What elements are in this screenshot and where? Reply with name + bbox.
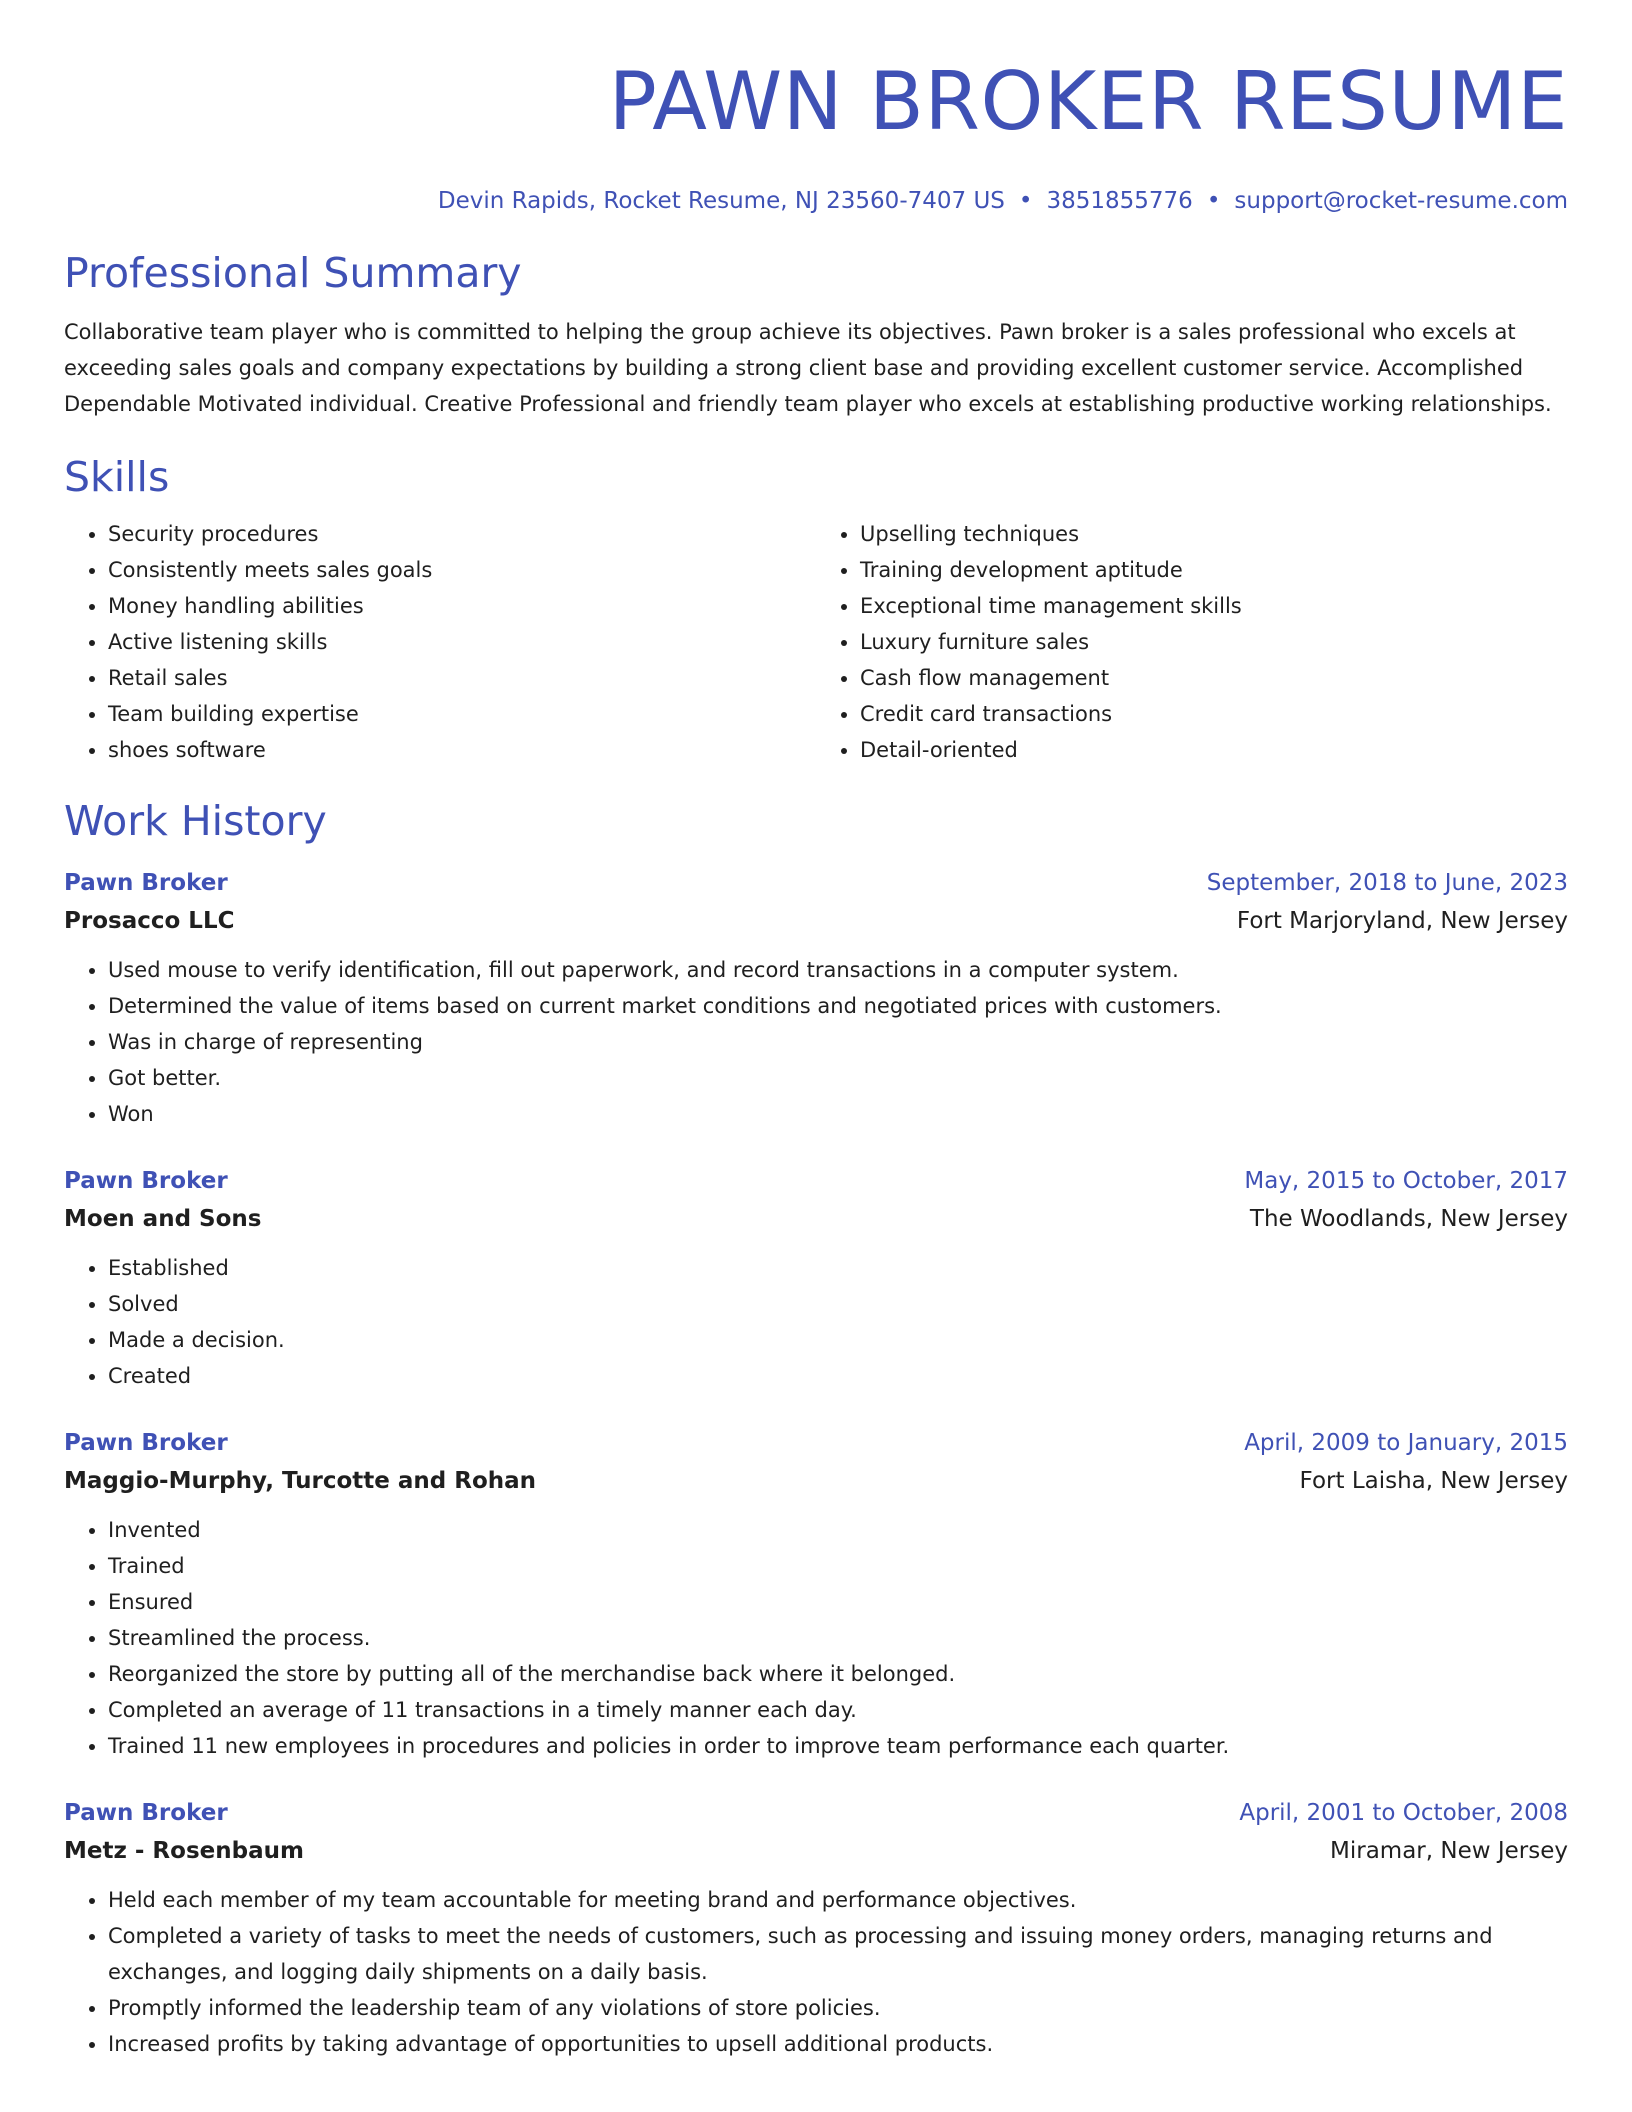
skills-list-right xyxy=(816,516,1568,768)
job-bullet: • Trained xyxy=(108,1548,1568,1584)
job-entry xyxy=(64,1162,1568,1394)
job-bullet: • Increased profits by taking advantage of opportunities to upsell additional products. xyxy=(108,2026,1568,2062)
skill-item: • Active listening skills xyxy=(108,624,816,660)
skill-item: • Upselling techniques xyxy=(860,516,1568,552)
job-bullet: • Made a decision. xyxy=(108,1322,1568,1358)
job-company: Moen and Sons xyxy=(64,1206,262,1232)
job-bullet: • Ensured xyxy=(108,1584,1568,1620)
job-bullet: • Won xyxy=(108,1096,1568,1132)
job-dates: May, 2015 to October, 2017 xyxy=(1244,1168,1568,1194)
summary-heading: Professional Summary xyxy=(64,249,522,297)
job-bullets xyxy=(64,1882,1568,2062)
job-bullet: • Was in charge of representing xyxy=(108,1024,1568,1060)
job-company: Prosacco LLC xyxy=(64,908,235,934)
job-bullet: • Created xyxy=(108,1358,1568,1394)
job-bullet: • Trained 11 new employees in procedures and policies in order to improve team performance each quarter. xyxy=(108,1728,1568,1764)
job-bullet: • Completed a variety of tasks to meet the needs of customers, such as processing and issuing money orders, managing returns and exchanges, and logging daily shipments on a daily basis. xyxy=(108,1918,1568,1990)
job-location: Miramar, New Jersey xyxy=(1330,1838,1568,1864)
resume-title: PAWN BROKER RESUME xyxy=(608,55,1568,148)
summary-text: Collaborative team player who is committed to helping the group achieve its objectives. Pawn broker is a sales professional who excels at exceeding sales goals and company expectations by building a strong client base and providing excellent customer service. Accomplished Dependable Motivated individual. Creative Professional and friendly team player who excels at establishing productive working relationships. xyxy=(64,320,1552,416)
job-bullet: • Promptly informed the leadership team of any violations of store policies. xyxy=(108,1990,1568,2026)
job-entry xyxy=(64,864,1568,1132)
contact-address: Devin Rapids, Rocket Resume, NJ 23560-7407 US xyxy=(437,188,1005,214)
job-location: The Woodlands, New Jersey xyxy=(1249,1206,1568,1232)
job-title: Pawn Broker xyxy=(64,1800,228,1826)
separator-dot: • xyxy=(1018,188,1033,214)
job-dates: April, 2001 to October, 2008 xyxy=(1239,1800,1568,1826)
skill-item: • shoes software xyxy=(108,732,816,768)
job-dates: April, 2009 to January, 2015 xyxy=(1244,1430,1568,1456)
job-bullet: • Got better. xyxy=(108,1060,1568,1096)
skill-item: • Detail-oriented xyxy=(860,732,1568,768)
job-bullet: • Reorganized the store by putting all of the merchandise back where it belonged. xyxy=(108,1656,1568,1692)
job-dates: September, 2018 to June, 2023 xyxy=(1206,870,1568,896)
skills-list-left xyxy=(64,516,816,768)
job-bullet: • Held each member of my team accountable for meeting brand and performance objectives. xyxy=(108,1882,1568,1918)
skill-item: • Money handling abilities xyxy=(108,588,816,624)
job-bullet: • Solved xyxy=(108,1286,1568,1322)
job-title: Pawn Broker xyxy=(64,1430,228,1456)
job-location: Fort Laisha, New Jersey xyxy=(1299,1468,1568,1494)
job-company: Maggio-Murphy, Turcotte and Rohan xyxy=(64,1468,537,1494)
job-bullet: • Established xyxy=(108,1250,1568,1286)
contact-email: support@rocket-resume.com xyxy=(1234,188,1568,214)
job-bullet: • Determined the value of items based on current market conditions and negotiated prices with customers. xyxy=(108,988,1568,1024)
skills-heading: Skills xyxy=(64,453,170,501)
skill-item: • Cash flow management xyxy=(860,660,1568,696)
job-title: Pawn Broker xyxy=(64,870,228,896)
skill-item: • Team building expertise xyxy=(108,696,816,732)
contact-line xyxy=(64,186,1568,216)
contact-phone: 3851855776 xyxy=(1046,188,1193,214)
job-title: Pawn Broker xyxy=(64,1168,228,1194)
job-entry xyxy=(64,1424,1568,1764)
skill-item: • Luxury furniture sales xyxy=(860,624,1568,660)
skill-item: • Credit card transactions xyxy=(860,696,1568,732)
job-bullet: • Used mouse to verify identification, fill out paperwork, and record transactions in a computer system. xyxy=(108,952,1568,988)
skill-item: • Security procedures xyxy=(108,516,816,552)
job-bullet: • Completed an average of 11 transactions in a timely manner each day. xyxy=(108,1692,1568,1728)
skills-columns xyxy=(64,516,1568,768)
job-bullets xyxy=(64,1512,1568,1764)
work-history-heading: Work History xyxy=(64,797,327,845)
skill-item: • Consistently meets sales goals xyxy=(108,552,816,588)
skill-item: • Exceptional time management skills xyxy=(860,588,1568,624)
job-company: Metz - Rosenbaum xyxy=(64,1838,304,1864)
job-bullets xyxy=(64,952,1568,1132)
separator-dot: • xyxy=(1206,188,1221,214)
job-bullet: • Streamlined the process. xyxy=(108,1620,1568,1656)
job-location: Fort Marjoryland, New Jersey xyxy=(1236,908,1568,934)
job-bullet: • Invented xyxy=(108,1512,1568,1548)
job-bullets xyxy=(64,1250,1568,1394)
job-entry xyxy=(64,1794,1568,2062)
skill-item: • Training development aptitude xyxy=(860,552,1568,588)
skill-item: • Retail sales xyxy=(108,660,816,696)
